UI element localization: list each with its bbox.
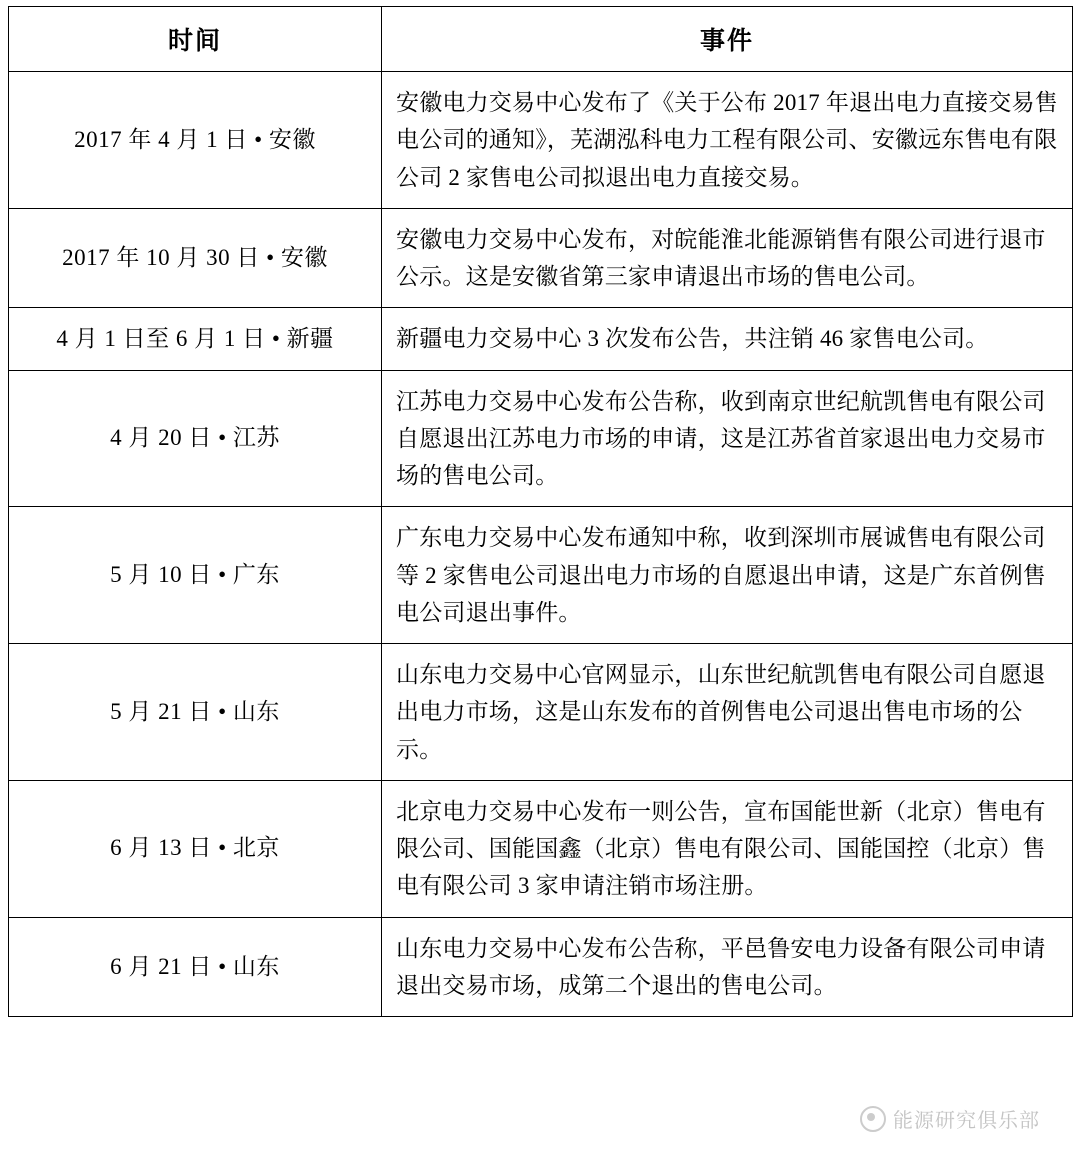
cell-time: 5 月 10 日 • 广东 [9, 507, 382, 644]
watermark-text: 能源研究俱乐部 [893, 1110, 1040, 1132]
cell-event: 安徽电力交易中心发布，对皖能淮北能源销售有限公司进行退市公示。这是安徽省第三家申请退出市场的售电公司。 [382, 208, 1073, 308]
cell-time: 2017 年 10 月 30 日 • 安徽 [9, 208, 382, 308]
cell-event: 新疆电力交易中心 3 次发布公告，共注销 46 家售电公司。 [382, 308, 1073, 370]
cell-time: 6 月 21 日 • 山东 [9, 917, 382, 1017]
column-header-time: 时间 [9, 7, 382, 72]
table-row [9, 644, 1073, 781]
cell-event: 江苏电力交易中心发布公告称，收到南京世纪航凯售电有限公司自愿退出江苏电力市场的申请，这是江苏省首家退出电力交易市场的售电公司。 [382, 370, 1073, 507]
cell-time: 6 月 13 日 • 北京 [9, 780, 382, 917]
table-row [9, 308, 1073, 370]
table-row [9, 208, 1073, 308]
table-row [9, 917, 1073, 1017]
column-header-event: 事件 [382, 7, 1073, 72]
table-body [9, 72, 1073, 1017]
cell-time: 4 月 1 日至 6 月 1 日 • 新疆 [9, 308, 382, 370]
event-table [8, 6, 1073, 1017]
watermark [860, 1104, 1040, 1133]
table-header [9, 7, 1073, 72]
cell-event: 广东电力交易中心发布通知中称，收到深圳市展诚售电有限公司等 2 家售电公司退出电力市场的自愿退出申请，这是广东首例售电公司退出事件。 [382, 507, 1073, 644]
table-row [9, 370, 1073, 507]
table-row [9, 507, 1073, 644]
table-header-row [9, 7, 1073, 72]
table-row [9, 72, 1073, 209]
cell-event: 山东电力交易中心发布公告称，平邑鲁安电力设备有限公司申请退出交易市场，成第二个退出的售电公司。 [382, 917, 1073, 1017]
watermark-logo-icon [860, 1106, 886, 1132]
cell-time: 2017 年 4 月 1 日 • 安徽 [9, 72, 382, 209]
cell-event: 北京电力交易中心发布一则公告，宣布国能世新（北京）售电有限公司、国能国鑫（北京）售电有限公司、国能国控（北京）售电有限公司 3 家申请注销市场注册。 [382, 780, 1073, 917]
cell-event: 山东电力交易中心官网显示，山东世纪航凯售电有限公司自愿退出电力市场，这是山东发布的首例售电公司退出售电市场的公示。 [382, 644, 1073, 781]
cell-time: 5 月 21 日 • 山东 [9, 644, 382, 781]
cell-event: 安徽电力交易中心发布了《关于公布 2017 年退出电力直接交易售电公司的通知》，芜湖泓科电力工程有限公司、安徽远东售电有限公司 2 家售电公司拟退出电力直接交易。 [382, 72, 1073, 209]
table-row [9, 780, 1073, 917]
cell-time: 4 月 20 日 • 江苏 [9, 370, 382, 507]
